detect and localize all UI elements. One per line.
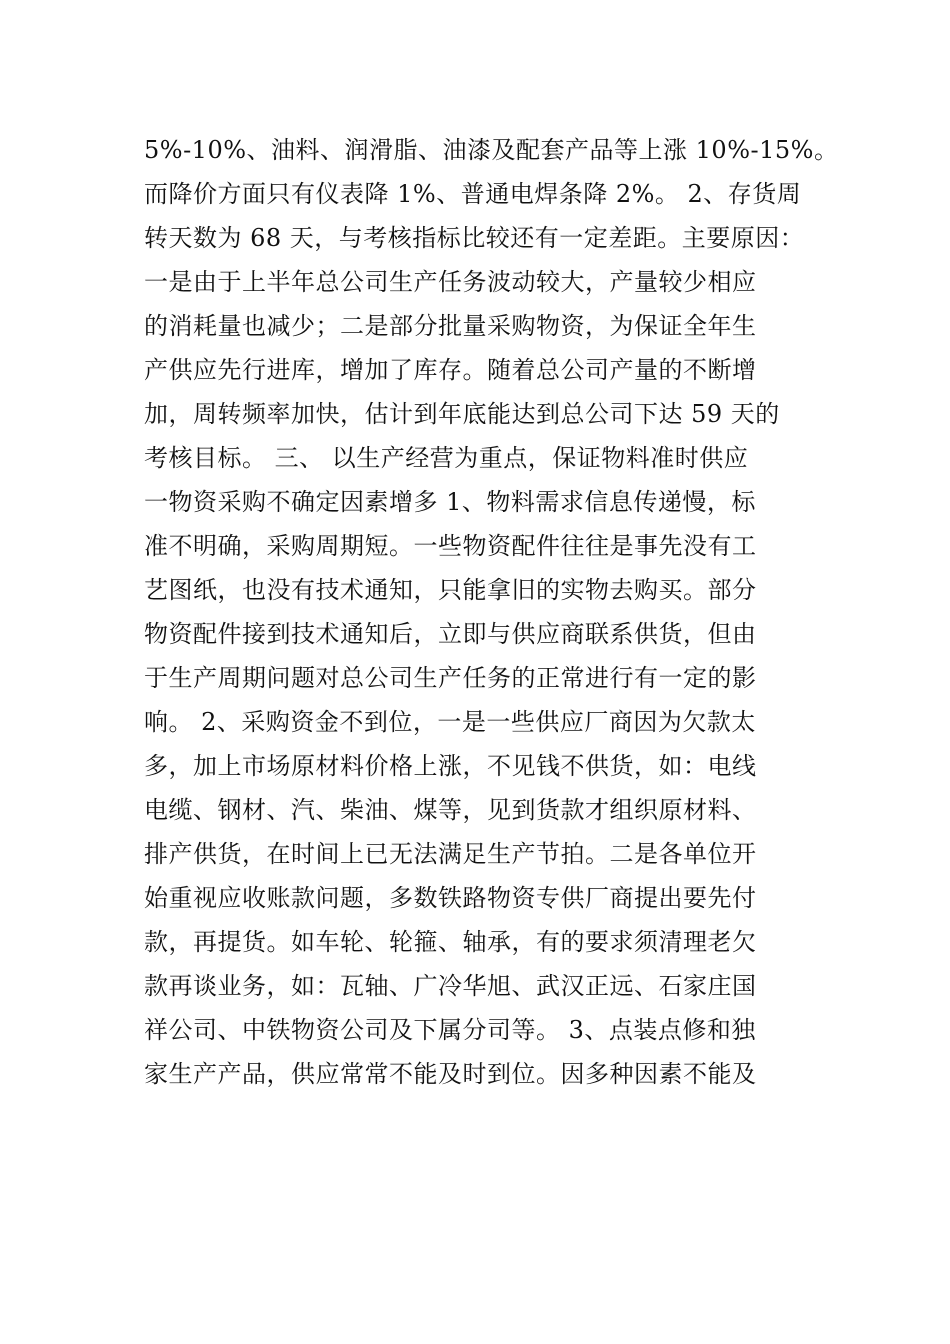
text-line: 准不明确，采购周期短。一些物资配件往往是事先没有工	[144, 532, 757, 560]
text-line: 加，周转频率加快，估计到年底能达到总公司下达 59 天的	[144, 400, 780, 428]
text-line: 艺图纸，也没有技术通知，只能拿旧的实物去购买。部分	[144, 576, 757, 604]
text-line: 电缆、钢材、汽、柴油、煤等，见到货款才组织原材料、	[144, 796, 757, 824]
text-line: 一是由于上半年总公司生产任务波动较大，产量较少相应	[144, 268, 757, 296]
body-text	[144, 128, 844, 1096]
text-line: 5%-10%、油料、润滑脂、油漆及配套产品等上涨 10%-15%。	[144, 136, 839, 164]
text-line: 的消耗量也减少；二是部分批量采购物资，为保证全年生	[144, 312, 757, 340]
text-line: 一物资采购不确定因素增多 1、物料需求信息传递慢，标	[144, 488, 756, 516]
text-line: 考核目标。 三、 以生产经营为重点，保证物料准时供应	[144, 444, 749, 472]
text-line: 祥公司、中铁物资公司及下属分司等。 3、点装点修和独	[144, 1016, 756, 1044]
text-line: 响。 2、采购资金不到位，一是一些供应厂商因为欠款太	[144, 708, 756, 736]
text-line: 产供应先行进库，增加了库存。随着总公司产量的不断增	[144, 356, 757, 384]
text-line: 始重视应收账款问题，多数铁路物资专供厂商提出要先付	[144, 884, 757, 912]
text-line: 而降价方面只有仪表降 1%、普通电焊条降 2%。 2、存货周	[144, 180, 802, 208]
text-line: 多，加上市场原材料价格上涨，不见钱不供货，如：电线	[144, 752, 757, 780]
text-line: 款再谈业务，如：瓦轴、广冷华旭、武汉正远、石家庄国	[144, 972, 757, 1000]
text-line: 款，再提货。如车轮、轮箍、轴承，有的要求须清理老欠	[144, 928, 757, 956]
text-line: 家生产产品，供应常常不能及时到位。因多种因素不能及	[144, 1060, 757, 1088]
text-line: 排产供货，在时间上已无法满足生产节拍。二是各单位开	[144, 840, 757, 868]
text-line: 于生产周期问题对总公司生产任务的正常进行有一定的影	[144, 664, 757, 692]
text-line: 转天数为 68 天，与考核指标比较还有一定差距。主要原因：	[144, 224, 805, 252]
text-line: 物资配件接到技术通知后，立即与供应商联系供货，但由	[144, 620, 757, 648]
